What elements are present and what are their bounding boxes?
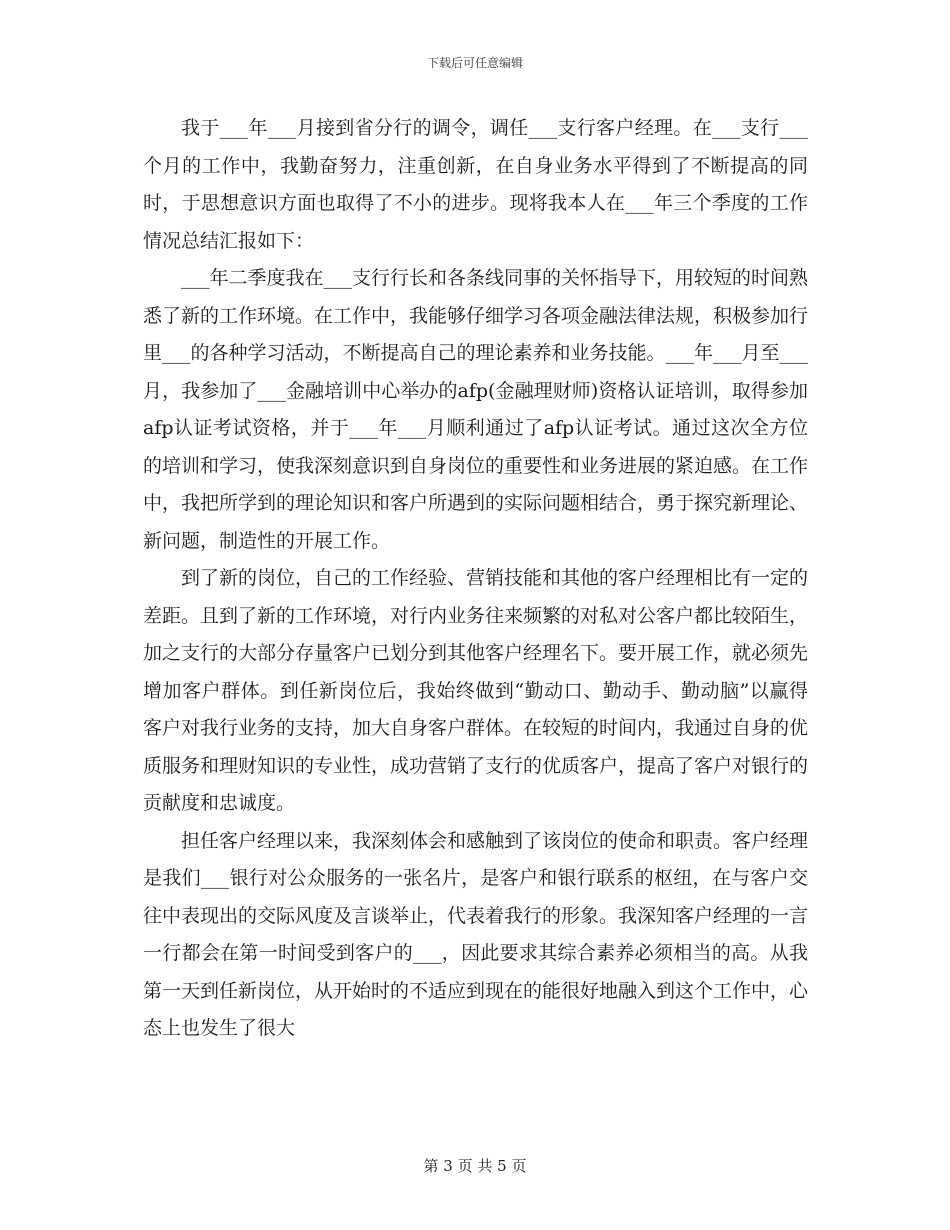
paragraph-2: ___年二季度我在___支行行长和各条线同事的关怀指导下，用较短的时间熟悉了新的工作环境。在工作中，我能够仔细学习各项金融法律法规，积极参加行里___的各种学习活动，不断提高自己的理论素养和业务技能。___年___月至___月，我参加了___金融培训中心举办的afp(金融理财师)资格认证培训，取得参加afp认证考试资格，并于___年___月顺利通过了afp认证考试。通过这次全方位的培训和学习，使我深刻意识到自身岗位的重要性和业务进展的紧迫感。在工作中，我把所学到的理论知识和客户所遇到的实际问题相结合，勇于探究新理论、新问题，制造性的开展工作。 <box>143 267 809 552</box>
paragraph-1: 我于___年___月接到省分行的调令，调任___支行客户经理。在___支行___个月的工作中，我勤奋努力，注重创新，在自身业务水平得到了不断提高的同时，于思想意识方面也取得了不小的进步。现将我本人在___年三个季度的工作情况总结汇报如下： <box>143 117 808 252</box>
document-body <box>143 110 808 1048</box>
paragraph-3: 到了新的岗位，自己的工作经验、营销技能和其他的客户经理相比有一定的差距。且到了新的工作环境，对行内业务往来频繁的对私对公客户都比较陌生，加之支行的大部分存量客户已划分到其他客户经理名下。要开展工作，就必须先增加客户群体。到任新岗位后，我始终做到“勤动口、勤动手、勤动脑”以赢得客户对我行业务的支持，加大自身客户群体。在较短的时间内，我通过自身的优质服务和理财知识的专业性，成功营销了支行的优质客户，提高了客户对银行的贡献度和忠诚度。 <box>143 567 809 814</box>
page-footer: 第 3 页 共 5 页 <box>423 1157 527 1175</box>
page-header: 下载后可任意编辑 <box>426 56 523 70</box>
paragraph-4: 担任客户经理以来，我深刻体会和感触到了该岗位的使命和职责。客户经理是我们___银行对公众服务的一张名片，是客户和银行联系的枢纽，在与客户交往中表现出的交际风度及言谈举止，代表着我行的形象。我深知客户经理的一言一行都会在第一时间受到客户的___，因此要求其综合素养必须相当的高。从我第一天到任新岗位，从开始时的不适应到现在的能很好地融入到这个工作中，心态上也发生了很大 <box>143 829 809 1039</box>
